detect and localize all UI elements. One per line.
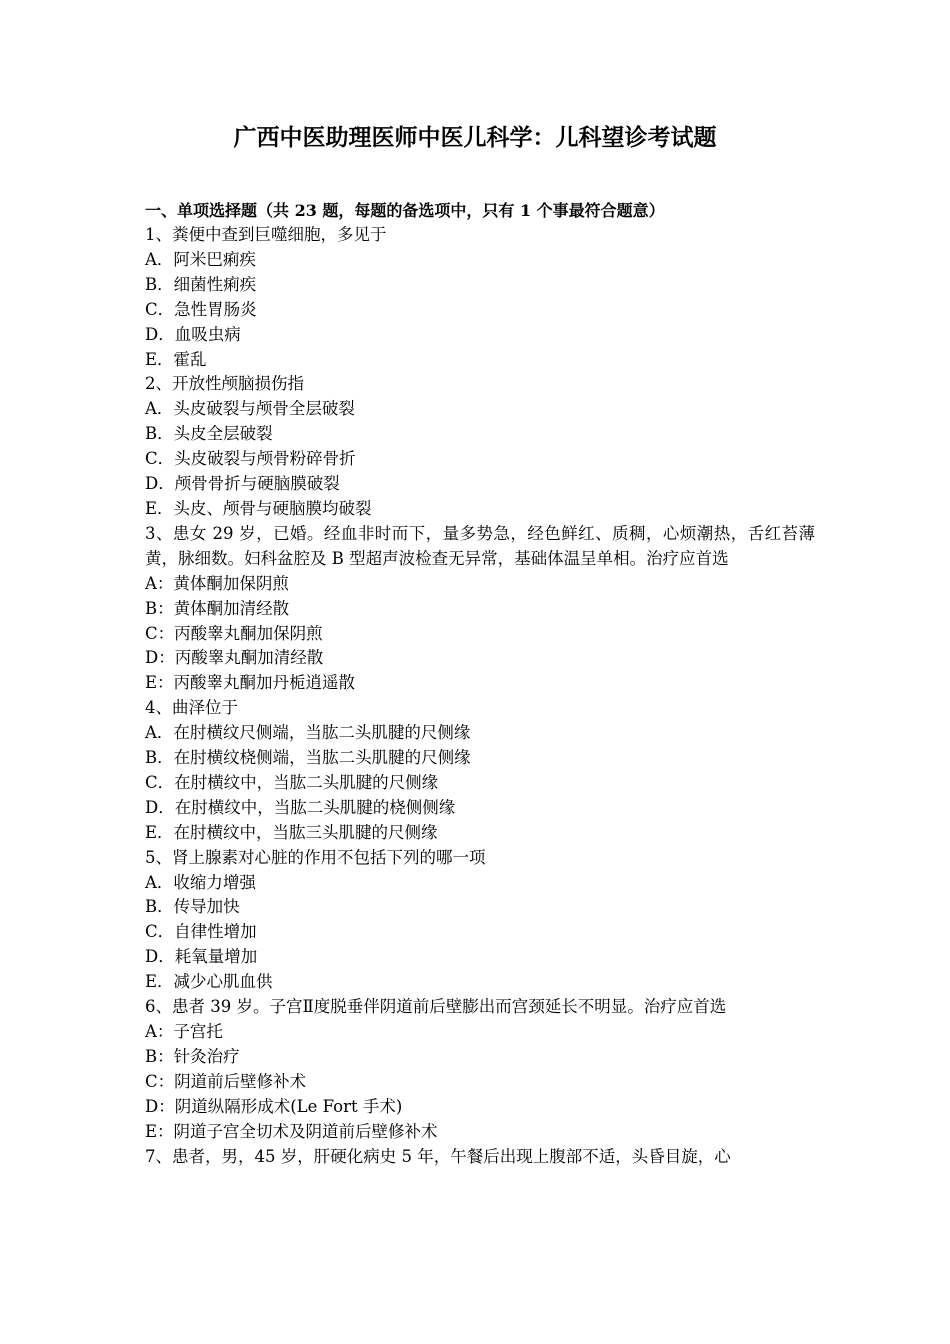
- answer-option: B．细菌性痢疾: [145, 274, 257, 294]
- answer-option: E．在肘横纹中，当肱三头肌腱的尺侧缘: [145, 822, 438, 842]
- answer-option: C．头皮破裂与颅骨粉碎骨折: [145, 449, 356, 469]
- answer-option: B．在肘横纹桡侧端，当肱二头肌腱的尺侧缘: [145, 748, 471, 768]
- answer-option: B：针灸治疗: [145, 1046, 240, 1066]
- answer-option: E．减少心肌血供: [145, 972, 273, 992]
- question-list: [145, 223, 815, 1169]
- answer-option: E：丙酸睾丸酮加丹栀逍遥散: [145, 673, 356, 693]
- question-stem: 2、开放性颅脑损伤指: [145, 374, 304, 394]
- answer-option: E：阴道子宫全切术及阴道前后壁修补术: [145, 1121, 438, 1141]
- answer-option: D：丙酸睾丸酮加清经散: [145, 648, 324, 668]
- answer-option: A．在肘横纹尺侧端，当肱二头肌腱的尺侧缘: [145, 723, 471, 743]
- question-stem: 7、患者，男，45 岁，肝硬化病史 5 年，午餐后出现上腹部不适，头昏目旋，心: [145, 1146, 731, 1166]
- answer-option: B．传导加快: [145, 897, 240, 917]
- answer-option: A：子宫托: [145, 1022, 223, 1041]
- answer-option: D．血吸虫病: [145, 324, 241, 344]
- answer-option: A．阿米巴痢疾: [145, 249, 256, 269]
- question-stem: 4、曲泽位于: [145, 698, 238, 718]
- question-stem: 6、患者 39 岁。子宫Ⅱ度脱垂伴阴道前后壁膨出而宫颈延长不明显。治疗应首选: [145, 997, 727, 1017]
- answer-option: A：黄体酮加保阴煎: [145, 573, 289, 593]
- answer-option: E．霍乱: [145, 349, 207, 369]
- question-stem: 3、患女 29 岁，已婚。经血非时而下，量多势急，经色鲜红、质稠，心烦潮热，舌红苔薄黄，脉细数。妇科盆腔及 B 型超声波检查无异常，基础体温呈单相。治疗应首选: [145, 523, 815, 568]
- answer-option: D．耗氧量增加: [145, 947, 258, 967]
- question-stem: 5、肾上腺素对心脏的作用不包括下列的哪一项: [145, 847, 486, 867]
- answer-option: C．急性胃肠炎: [145, 299, 257, 319]
- answer-option: C：阴道前后壁修补术: [145, 1071, 307, 1091]
- section-heading: 一、单项选择题（共 23 题，每题的备选项中，只有 1 个事最符合题意）: [145, 201, 665, 220]
- answer-option: C．自律性增加: [145, 922, 257, 942]
- answer-option: D．在肘横纹中，当肱二头肌腱的桡侧侧缘: [145, 797, 456, 817]
- answer-option: E．头皮、颅骨与硬脑膜均破裂: [145, 498, 372, 518]
- answer-option: C：丙酸睾丸酮加保阴煎: [145, 623, 323, 643]
- answer-option: B．头皮全层破裂: [145, 424, 273, 444]
- question-stem: 1、粪便中查到巨噬细胞，多见于: [145, 225, 387, 244]
- answer-option: A．头皮破裂与颅骨全层破裂: [145, 399, 355, 419]
- answer-option: D：阴道纵隔形成术(Le Fort 手术): [145, 1096, 403, 1116]
- answer-option: D．颅骨骨折与硬脑膜破裂: [145, 474, 340, 494]
- document-title: 广西中医助理医师中医儿科学：儿科望诊考试题: [233, 125, 717, 151]
- answer-option: C．在肘横纹中，当肱二头肌腱的尺侧缘: [145, 772, 439, 792]
- answer-option: B：黄体酮加清经散: [145, 598, 290, 618]
- answer-option: A．收缩力增强: [145, 872, 256, 892]
